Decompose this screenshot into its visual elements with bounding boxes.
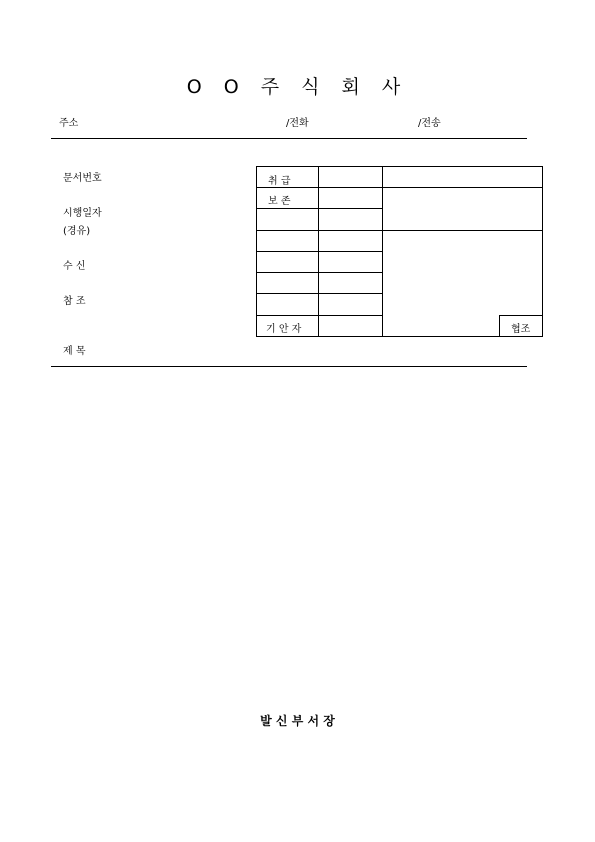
recipient-label: 수 신	[63, 261, 86, 272]
address-label: 주소	[59, 118, 79, 129]
grid-line	[256, 187, 543, 188]
cooperation-label: 협조	[511, 324, 531, 335]
doc-number-label: 문서번호	[63, 173, 102, 184]
phone-label: /전화	[286, 118, 309, 129]
reference-label: 참 조	[63, 296, 86, 307]
subject-label: 제 목	[63, 346, 86, 357]
grid-line	[256, 251, 383, 252]
via-label: (경유)	[63, 226, 91, 237]
company-title: O O 주 식 회 사	[186, 76, 409, 98]
grid-line	[256, 272, 383, 273]
issue-date-label: 시행일자	[63, 208, 102, 219]
handling-label: 취 급	[268, 176, 291, 187]
sender-department-head: 발 신 부 서 장	[260, 714, 335, 728]
retention-label: 보 존	[268, 196, 291, 207]
grid-line	[256, 230, 543, 231]
approval-grid	[256, 166, 543, 337]
grid-line	[256, 293, 383, 294]
grid-line	[256, 166, 543, 167]
grid-line	[256, 208, 383, 209]
grid-line	[256, 336, 543, 337]
grid-line	[499, 315, 500, 337]
subject-divider	[51, 366, 527, 367]
fax-label: /전송	[418, 118, 441, 129]
grid-line	[499, 315, 543, 316]
grid-line	[256, 315, 383, 316]
grid-line	[542, 166, 543, 337]
header-divider	[51, 138, 527, 139]
drafter-label: 기 안 자	[266, 324, 302, 335]
